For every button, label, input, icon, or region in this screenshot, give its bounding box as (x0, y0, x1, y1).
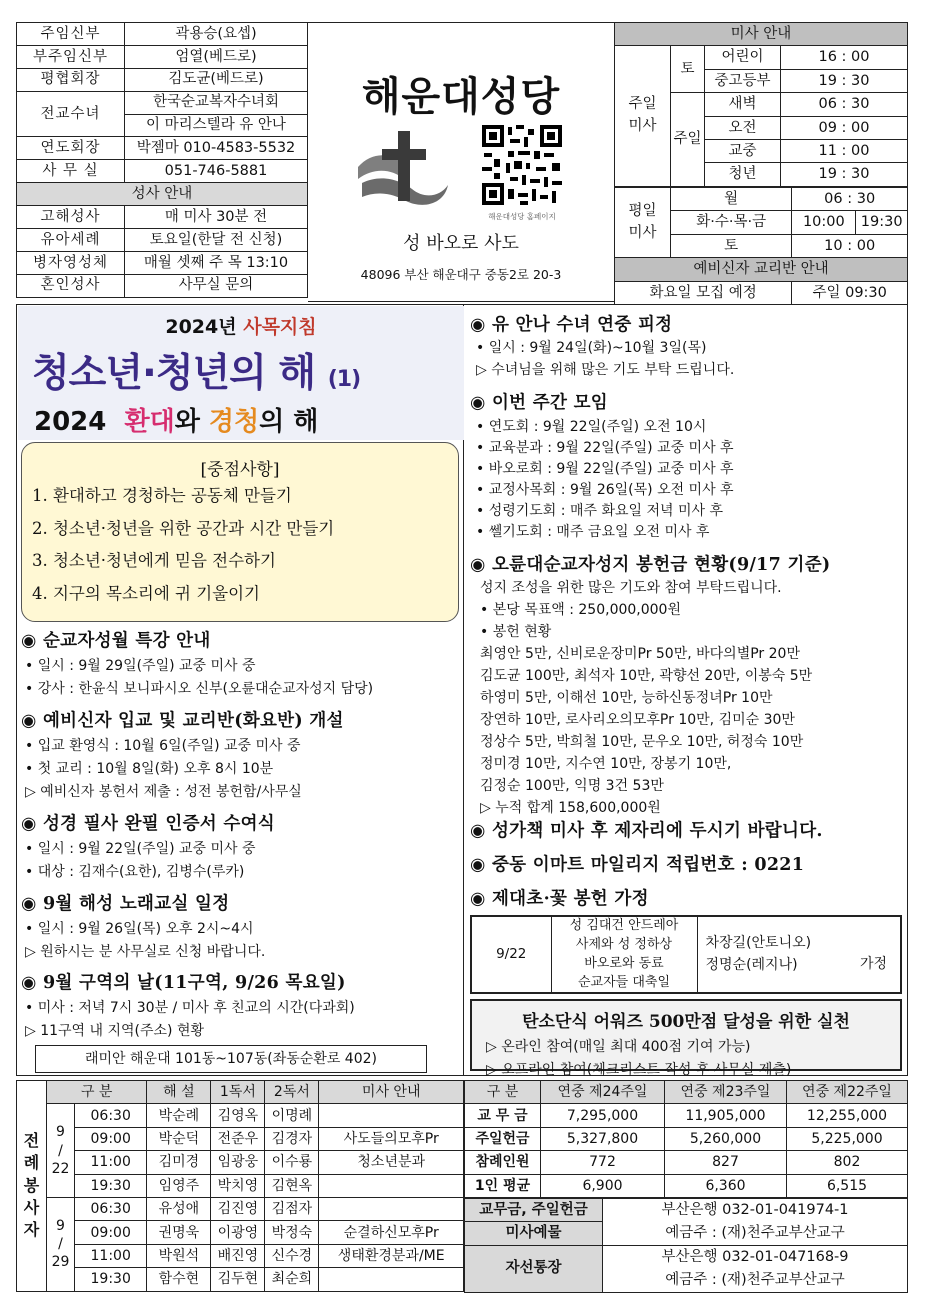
service-reader2: 신수경 (265, 1244, 319, 1267)
church-header (308, 22, 614, 302)
service-time: 11:00 (75, 1151, 147, 1174)
offering-date: 9/22 (471, 916, 551, 993)
finance-value: 5,327,800 (541, 1127, 665, 1150)
section-line: 성지 조성을 위한 많은 기도와 참여 부탁드립니다. (480, 580, 782, 596)
finance-value: 5,225,000 (787, 1127, 908, 1150)
finance-value: 772 (541, 1151, 665, 1174)
altar-offering-table (470, 915, 902, 994)
donor-line: 하영미 5만, 이해선 10만, 능하신동정녀Pr 10만 (480, 690, 773, 706)
service-commentator: 임영주 (147, 1174, 211, 1197)
weekday-day: 월 (671, 188, 792, 211)
service-date (47, 1104, 75, 1198)
service-guide: 생태환경분과/ME (319, 1244, 464, 1267)
staff-value: 이 마리스텔라 유 안나 (125, 114, 308, 137)
feast-line: 사제와 성 정하상 (575, 936, 673, 952)
carbon-line: ▷ 오프라인 참여(체크리스트 작성 후 사무실 제출) (486, 1062, 792, 1078)
banner-num: (1) (327, 367, 361, 392)
finance-value: 802 (787, 1151, 908, 1174)
date-part: 9 (56, 1217, 65, 1234)
weekday-time: 19:30 (856, 211, 908, 234)
service-reader1: 박치영 (211, 1174, 265, 1197)
donor-line: 정미경 10만, 지수연 10만, 장봉기 10만, (480, 756, 732, 772)
carbon-fast-box (470, 999, 902, 1078)
section-line: ▷ 원하시는 분 사무실로 신청 바랍니다. (25, 944, 266, 960)
sunday-label: 주일 (671, 93, 705, 187)
service-time: 06:30 (75, 1104, 147, 1127)
donor-line: 김도균 100만, 최석자 10만, 곽향선 20만, 이봉숙 5만 (480, 668, 813, 684)
donor-line: 김정순 100만, 익명 3건 53만 (480, 778, 664, 794)
section-title: ◉ 예비신자 입교 및 교리반(화요반) 개설 (21, 711, 344, 731)
finance-value: 12,255,000 (787, 1104, 908, 1127)
service-reader1: 이광영 (211, 1221, 265, 1244)
service-reader2: 최순희 (265, 1268, 319, 1291)
section-title: ◉ 성가책 미사 후 제자리에 두시기 바랍니다. (470, 821, 823, 841)
staff-label: 부주임신부 (17, 45, 125, 68)
account-holder: 예금주 : (재)천주교부산교구 (603, 1222, 908, 1245)
service-commentator: 김미경 (147, 1151, 211, 1174)
service-header: 구 분 (47, 1081, 147, 1104)
service-reader1: 김진영 (211, 1197, 265, 1220)
finance-header: 연중 제22주일 (787, 1081, 908, 1104)
qr-caption: 해운대성당 홈페이지 (488, 212, 556, 221)
staff-label: 전교수녀 (17, 91, 125, 137)
key-points-title: [중점사항] (200, 460, 280, 480)
account-table (464, 1198, 908, 1293)
qr-code-icon (480, 123, 564, 207)
feast-line: 성 김대건 안드레아 (569, 918, 679, 933)
mass-time: 06 : 30 (781, 93, 908, 116)
sacrament-label: 혼인성사 (17, 274, 125, 297)
account-label: 미사예물 (465, 1222, 603, 1245)
mass-time: 19 : 30 (781, 163, 908, 186)
section-line: • 대상 : 김재수(요한), 김병수(루카) (25, 864, 245, 880)
service-time: 09:00 (75, 1127, 147, 1150)
staff-label: 평협회장 (17, 68, 125, 91)
service-guide: 순결하신모후Pr (319, 1221, 464, 1244)
staff-value: 051-746-5881 (125, 160, 308, 183)
finance-value: 6,900 (541, 1174, 665, 1197)
section-line: • 성령기도회 : 매주 화요일 저녁 미사 후 (476, 503, 723, 519)
service-header: 해 설 (147, 1081, 211, 1104)
account-bank: 부산은행 032-01-047168-9 (603, 1245, 908, 1268)
service-guide (319, 1174, 464, 1197)
mass-who: 중고등부 (705, 69, 781, 92)
section-line: • 교정사목회 : 9월 26일(목) 오전 미사 후 (476, 482, 734, 498)
finance-header: 연중 제23주일 (665, 1081, 787, 1104)
account-holder: 예금주 : (재)천주교부산교구 (603, 1269, 908, 1292)
mass-table (614, 22, 908, 187)
left-column (16, 304, 464, 1076)
staff-label: 연도회장 (17, 137, 125, 160)
weekday-time: 10 : 00 (792, 234, 908, 257)
pastoral-banner (18, 306, 464, 440)
section-title: ◉ 성경 필사 완필 인증서 수여식 (21, 814, 275, 834)
key-point: 2. 청소년·청년을 위한 공간과 시간 만들기 (32, 518, 335, 538)
service-commentator: 유성애 (147, 1197, 211, 1220)
weekday-mass-table (614, 187, 908, 305)
staff-table (16, 22, 308, 298)
mass-who: 새벽 (705, 93, 781, 116)
church-patron: 성 바오로 사도 (403, 233, 519, 254)
sacrament-value: 매 미사 30분 전 (125, 206, 308, 229)
section-title: ◉ 중동 이마트 마일리지 적립번호 : 0221 (470, 855, 805, 875)
liturgy-service-table (16, 1080, 464, 1292)
carbon-line: ▷ 온라인 참여(매일 최대 400점 기여 가능) (486, 1039, 751, 1055)
service-reader1: 김두현 (211, 1268, 265, 1291)
offering-family (697, 916, 847, 993)
weekday-time: 10:00 (792, 211, 856, 234)
section-title: ◉ 순교자성월 특강 안내 (21, 631, 211, 651)
section-line: • 입교 환영식 : 10월 6일(주일) 교중 미사 중 (25, 738, 301, 754)
section-line: • 연도회 : 9월 22일(주일) 오전 10시 (476, 419, 707, 435)
carbon-title: 탄소단식 어워즈 500만점 달성을 위한 실천 (522, 1012, 850, 1032)
weekday-day: 토 (671, 234, 792, 257)
key-point: 4. 지구의 목소리에 귀 기울이기 (32, 583, 260, 603)
service-time: 19:30 (75, 1268, 147, 1291)
banner-sub-end: 의 해 (259, 407, 319, 437)
church-address: 48096 부산 해운대구 중동2로 20-3 (360, 267, 562, 282)
account-bank: 부산은행 032-01-041974-1 (603, 1199, 908, 1222)
offering-feast (551, 916, 697, 993)
key-point: 1. 환대하고 경청하는 공동체 만들기 (32, 486, 292, 505)
catechumen-time: 주일 09:30 (792, 281, 908, 304)
mass-who: 청년 (705, 163, 781, 186)
finance-value: 827 (665, 1151, 787, 1174)
service-date (47, 1197, 75, 1291)
banner-sub-and: 와 (174, 407, 209, 437)
section-title: ◉ 9월 구역의 날(11구역, 9/26 목요일) (21, 973, 346, 993)
service-reader2: 이수룡 (265, 1151, 319, 1174)
sacrament-header: 성사 안내 (17, 183, 308, 206)
sacrament-value: 사무실 문의 (125, 274, 308, 297)
date-part: / (58, 1142, 63, 1159)
section-line: • 일시 : 9월 24일(화)~10월 3일(목) (476, 340, 707, 356)
account-label: 자선통장 (465, 1245, 603, 1292)
section-line: • 일시 : 9월 29일(주일) 교중 미사 중 (25, 658, 256, 674)
service-reader2: 김점자 (265, 1197, 319, 1220)
family-name: 차장길(안토니오) (705, 935, 812, 951)
service-time: 11:00 (75, 1244, 147, 1267)
service-commentator: 박순덕 (147, 1127, 211, 1150)
banner-year-line (18, 312, 464, 339)
finance-value: 7,295,000 (541, 1104, 665, 1127)
finance-label: 참례인원 (465, 1151, 541, 1174)
service-guide: 사도들의모후Pr (319, 1127, 464, 1150)
section-line: ▷ 11구역 내 지역(주소) 현황 (25, 1023, 205, 1039)
right-column (464, 304, 908, 1076)
saturday-label: 토 (671, 46, 705, 93)
service-time: 06:30 (75, 1197, 147, 1220)
catechumen-recruit: 화요일 모집 예정 (615, 281, 792, 304)
service-header: 2독서 (265, 1081, 319, 1104)
finance-label: 1인 평균 (465, 1174, 541, 1197)
service-guide (319, 1268, 464, 1291)
service-commentator: 권명욱 (147, 1221, 211, 1244)
feast-line: 순교자들 대축일 (577, 974, 671, 990)
church-logo-icon (352, 123, 452, 209)
service-commentator: 박순례 (147, 1104, 211, 1127)
section-title: ◉ 유 안나 수녀 연중 피정 (470, 315, 673, 335)
finance-label: 주일헌금 (465, 1127, 541, 1150)
section-line: • 본당 목표액 : 250,000,000원 (480, 602, 681, 618)
weekday-day: 화·수·목·금 (671, 211, 792, 234)
date-part: 9 (56, 1124, 65, 1141)
mass-time: 11 : 00 (781, 139, 908, 162)
service-commentator: 박원석 (147, 1244, 211, 1267)
finance-value: 6,360 (665, 1174, 787, 1197)
offering-suffix: 가정 (847, 916, 901, 993)
date-part: 22 (51, 1160, 70, 1177)
sacrament-label: 병자영성체 (17, 251, 125, 274)
service-reader2: 김경자 (265, 1127, 319, 1150)
sacrament-label: 고해성사 (17, 206, 125, 229)
service-reader1: 김영옥 (211, 1104, 265, 1127)
banner-sub-year: 2024 (34, 407, 107, 437)
sacrament-value: 매월 셋째 주 목 13:10 (125, 251, 308, 274)
mass-who: 교중 (705, 139, 781, 162)
sacrament-value: 토요일(한달 전 신청) (125, 229, 308, 252)
banner-year: 2024년 (165, 316, 237, 338)
finance-value: 6,515 (787, 1174, 908, 1197)
date-part: 29 (51, 1254, 70, 1271)
service-side-label: 전례봉사자 (17, 1081, 47, 1292)
weekday-time: 06 : 30 (792, 188, 908, 211)
catechumen-header: 예비신자 교리반 안내 (615, 258, 908, 281)
staff-value: 김도균(베드로) (125, 68, 308, 91)
donor-line: 최영안 5만, 신비로운장미Pr 50만, 바다의별Pr 20만 (480, 646, 800, 662)
section-title: ◉ 오륜대순교자성지 봉헌금 현황(9/17 기준) (470, 555, 831, 575)
family-name: 정명순(레지나) (705, 956, 798, 973)
section-line: ▷ 수녀님을 위해 많은 기도 부탁 드립니다. (476, 362, 735, 378)
mass-who: 오전 (705, 116, 781, 139)
date-part: / (58, 1236, 63, 1253)
service-reader2: 김현옥 (265, 1174, 319, 1197)
mass-time: 19 : 30 (781, 69, 908, 92)
service-reader1: 배진영 (211, 1244, 265, 1267)
service-header: 1독서 (211, 1081, 265, 1104)
staff-value: 곽용승(요셉) (125, 23, 308, 46)
banner-sub-listening: 경청 (208, 407, 260, 437)
sunday-mass-label: 주일 미사 (615, 46, 671, 186)
finance-value: 11,905,000 (665, 1104, 787, 1127)
service-guide (319, 1104, 464, 1127)
staff-label: 주임신부 (17, 23, 125, 46)
staff-label: 사 무 실 (17, 160, 125, 183)
service-reader2: 박정숙 (265, 1221, 319, 1244)
banner-guide: 사목지침 (243, 316, 317, 338)
mass-who: 어린이 (705, 46, 781, 69)
donor-line: 정상수 5만, 박희철 10만, 문우오 10만, 허정숙 10만 (480, 734, 804, 750)
section-line: • 미사 : 저녁 7시 30분 / 미사 후 친교의 시간(다과회) (25, 1000, 355, 1016)
section-title: ◉ 이번 주간 모임 (470, 393, 608, 413)
section-line: • 바오로회 : 9월 22일(주일) 교중 미사 후 (476, 461, 734, 477)
banner-main (32, 342, 360, 398)
section-line: • 교육분과 : 9월 22일(주일) 교중 미사 후 (476, 440, 734, 456)
service-guide: 청소년분과 (319, 1151, 464, 1174)
finance-header: 구 분 (465, 1081, 541, 1104)
service-time: 09:00 (75, 1221, 147, 1244)
section-line: • 봉헌 현황 (480, 624, 552, 640)
feast-line: 바오로와 동료 (584, 955, 664, 971)
mass-header: 미사 안내 (615, 23, 908, 46)
section-line: • 일시 : 9월 26일(목) 오후 2시~4시 (25, 921, 254, 937)
service-reader2: 이명례 (265, 1104, 319, 1127)
section-line: ▷ 예비신자 봉헌서 제출 : 성전 봉헌함/사무실 (25, 784, 302, 800)
key-points-box (21, 442, 459, 622)
section-line: • 첫 교리 : 10월 8일(화) 오후 8시 10분 (25, 761, 274, 777)
weekday-mass-label: 평일 미사 (615, 188, 671, 258)
banner-sub-hospitality: 환대 (124, 407, 175, 437)
church-name: 해운대성당 (361, 73, 561, 120)
service-guide (319, 1197, 464, 1220)
mass-time: 16 : 00 (781, 46, 908, 69)
banner-subtitle (34, 401, 318, 438)
service-reader1: 임광웅 (211, 1151, 265, 1174)
donor-line: 장연하 10만, 로사리오의모후Pr 10만, 김미순 30만 (480, 712, 795, 728)
finance-table (464, 1080, 908, 1198)
section-line: • 일시 : 9월 22일(주일) 교중 미사 중 (25, 841, 256, 857)
staff-value: 박젬마 010-4583-5532 (125, 137, 308, 160)
finance-label: 교 무 금 (465, 1104, 541, 1127)
section-title: ◉ 제대초·꽃 봉헌 가정 (470, 889, 649, 909)
district-box: 래미안 해운대 101동~107동(좌동순환로 402) (35, 1045, 427, 1073)
staff-value: 한국순교복자수녀회 (125, 91, 308, 114)
section-line: • 강사 : 한윤식 보니파시오 신부(오륜대순교자성지 담당) (25, 681, 374, 697)
service-header: 미사 안내 (319, 1081, 464, 1104)
service-commentator: 함수현 (147, 1268, 211, 1291)
finance-value: 5,260,000 (665, 1127, 787, 1150)
cumulative-total: ▷ 누적 합계 158,600,000원 (480, 800, 661, 816)
service-time: 19:30 (75, 1174, 147, 1197)
finance-header: 연중 제24주일 (541, 1081, 665, 1104)
key-point: 3. 청소년·청년에게 믿음 전수하기 (32, 551, 276, 570)
account-label: 교무금, 주일헌금 (465, 1199, 603, 1222)
mass-time: 09 : 00 (781, 116, 908, 139)
section-title: ◉ 9월 해성 노래교실 일정 (21, 894, 230, 914)
banner-main-text: 청소년·청년의 해 (32, 351, 316, 396)
section-line: • 쎌기도회 : 매주 금요일 오전 미사 후 (476, 524, 710, 540)
sacrament-label: 유아세례 (17, 229, 125, 252)
staff-value: 엄열(베드로) (125, 45, 308, 68)
service-reader1: 전준우 (211, 1127, 265, 1150)
